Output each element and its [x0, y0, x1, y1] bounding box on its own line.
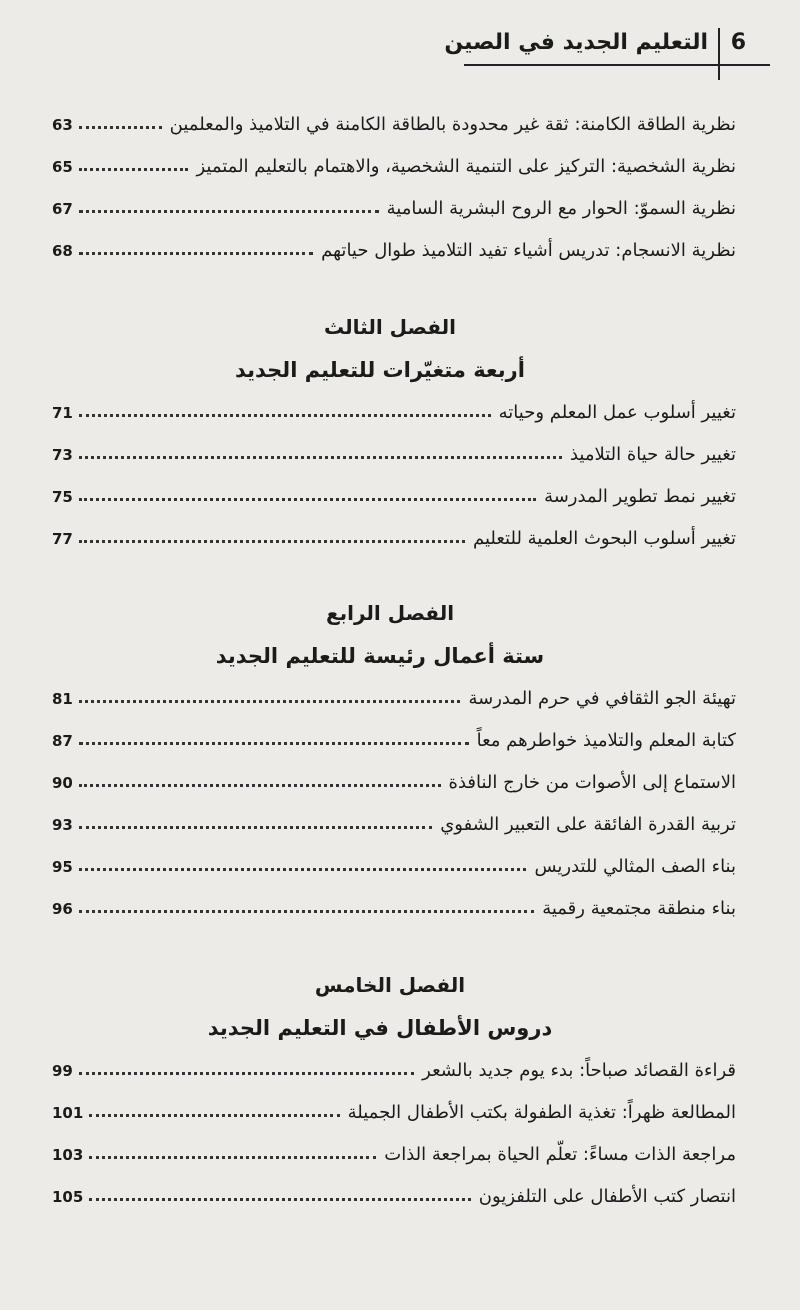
- chapter-label: الفصل الخامس: [314, 973, 466, 997]
- toc-entry[interactable]: [52, 806, 736, 838]
- toc-entry[interactable]: [52, 680, 736, 712]
- toc-entry-title: مراجعة الذات مساءً: تعلّم الحياة بمراجعة الذات: [384, 1144, 736, 1165]
- chapter-title: أربعة متغيّرات للتعليم الجديد: [235, 358, 525, 382]
- dot-leader: [79, 125, 162, 129]
- toc-entry[interactable]: [52, 1094, 736, 1126]
- dot-leader: [89, 1113, 339, 1117]
- dot-leader: [79, 699, 461, 703]
- toc-entry[interactable]: [52, 1052, 736, 1084]
- toc-entry[interactable]: [52, 232, 736, 264]
- dot-leader: [79, 497, 536, 501]
- toc-entry-title: تغيير نمط تطوير المدرسة: [544, 486, 736, 507]
- toc-entry[interactable]: [52, 848, 736, 880]
- dot-leader: [79, 867, 527, 871]
- toc-entry[interactable]: [52, 106, 736, 138]
- toc-entry-page: 75: [52, 488, 73, 506]
- toc-entry[interactable]: [52, 722, 736, 754]
- toc-entry-page: 90: [52, 774, 73, 792]
- toc-entry-title: تغيير أسلوب عمل المعلم وحياته: [498, 402, 736, 423]
- toc-entry-page: 101: [52, 1104, 84, 1122]
- toc-entry-title: نظرية الطاقة الكامنة: ثقة غير محدودة بالطاقة الكامنة في التلاميذ والمعلمين: [169, 114, 736, 135]
- toc-entry-page: 63: [52, 116, 73, 134]
- dot-leader: [79, 1071, 414, 1075]
- toc-entry[interactable]: [52, 1178, 736, 1210]
- dot-leader: [79, 539, 465, 543]
- toc-entry[interactable]: [52, 190, 736, 222]
- chapter-label: الفصل الثالث: [323, 315, 456, 339]
- toc-entry-title: نظرية الشخصية: التركيز على التنمية الشخصية، والاهتمام بالتعليم المتميز: [196, 156, 736, 177]
- toc-entry[interactable]: [52, 436, 736, 468]
- toc-entry[interactable]: [52, 394, 736, 426]
- dot-leader: [79, 909, 534, 913]
- toc-entry-page: 93: [52, 816, 73, 834]
- dot-leader: [79, 825, 432, 829]
- dot-leader: [79, 167, 189, 171]
- toc-entry-title: كتابة المعلم والتلاميذ خواطرهم معاً: [476, 730, 736, 751]
- toc-entry[interactable]: [52, 478, 736, 510]
- toc-entry-title: تغيير حالة حياة التلاميذ: [569, 444, 736, 465]
- toc-entry[interactable]: [52, 1136, 736, 1168]
- toc-entry-page: 67: [52, 200, 73, 218]
- toc-entry-title: المطالعة ظهراً: تغذية الطفولة بكتب الأطفال الجميلة: [347, 1102, 736, 1123]
- chapter-title: ستة أعمال رئيسة للتعليم الجديد: [215, 644, 545, 668]
- dot-leader: [89, 1197, 470, 1201]
- toc-entry-title: تغيير أسلوب البحوث العلمية للتعليم: [473, 528, 736, 549]
- toc-entry-page: 99: [52, 1062, 73, 1080]
- toc-entry-title: نظرية الانسجام: تدريس أشياء تفيد التلاميذ طوال حياتهم: [321, 240, 736, 261]
- toc-entry-page: 68: [52, 242, 73, 260]
- toc-entry-page: 73: [52, 446, 73, 464]
- page-number: 6: [730, 30, 746, 55]
- toc-entry-title: انتصار كتب الأطفال على التلفزيون: [478, 1186, 736, 1207]
- header-vertical-rule: [718, 28, 720, 80]
- toc-entry-title: تربية القدرة الفائقة على التعبير الشفوي: [440, 814, 736, 835]
- toc-entry-page: 71: [52, 404, 73, 422]
- toc-entry-page: 87: [52, 732, 73, 750]
- toc-entry-page: 103: [52, 1146, 84, 1164]
- toc-entry-page: 95: [52, 858, 73, 876]
- chapter-title: دروس الأطفال في التعليم الجديد: [207, 1016, 553, 1040]
- toc-entry[interactable]: [52, 764, 736, 796]
- toc-entry-page: 105: [52, 1188, 84, 1206]
- toc-entry-title: الاستماع إلى الأصوات من خارج النافذة: [448, 772, 736, 793]
- toc-entry-page: 96: [52, 900, 73, 918]
- toc-entry-title: نظرية السموّ: الحوار مع الروح البشرية السامية: [386, 198, 736, 219]
- toc-entry-title: بناء منطقة مجتمعية رقمية: [542, 898, 736, 919]
- page-header: [444, 28, 770, 84]
- toc-entry-title: قراءة القصائد صباحاً: بدء يوم جديد بالشعر: [422, 1060, 736, 1081]
- dot-leader: [89, 1155, 376, 1159]
- toc-entry-title: تهيئة الجو الثقافي في حرم المدرسة: [468, 688, 736, 709]
- toc-entry[interactable]: [52, 520, 736, 552]
- toc-entry-title: بناء الصف المثالي للتدريس: [534, 856, 736, 877]
- dot-leader: [79, 413, 491, 417]
- running-title: التعليم الجديد في الصين: [444, 30, 708, 55]
- dot-leader: [79, 251, 313, 255]
- toc-entry-page: 81: [52, 690, 73, 708]
- dot-leader: [79, 741, 469, 745]
- toc-entry[interactable]: [52, 890, 736, 922]
- chapter-label: الفصل الرابع: [325, 601, 455, 625]
- dot-leader: [79, 455, 562, 459]
- toc-entry[interactable]: [52, 148, 736, 180]
- toc-entry-page: 77: [52, 530, 73, 548]
- header-horizontal-rule: [464, 64, 770, 66]
- dot-leader: [79, 209, 379, 213]
- dot-leader: [79, 783, 441, 787]
- toc-entry-page: 65: [52, 158, 73, 176]
